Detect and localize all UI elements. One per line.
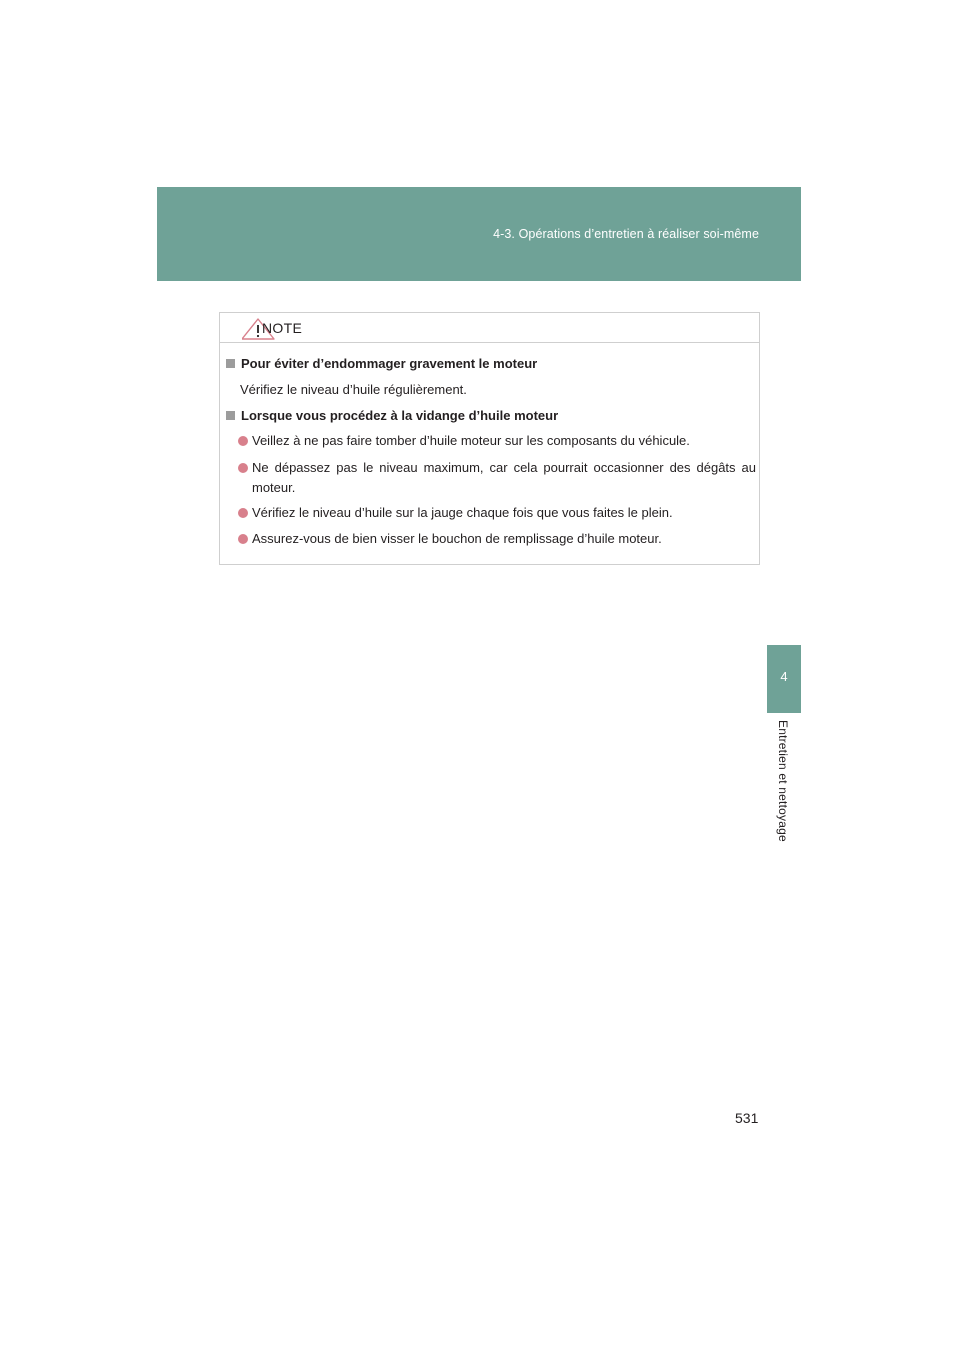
list-item-text: Assurez-vous de bien visser le bouchon de remplissage d’huile moteur. (252, 531, 662, 546)
paragraph-text: Vérifiez le niveau d’huile régulièrement. (240, 382, 467, 397)
list-item-text: Vérifiez le niveau d’huile sur la jauge chaque fois que vous faites le plein. (252, 505, 673, 520)
list-item (238, 458, 756, 498)
bullet-dot-icon (238, 463, 248, 473)
note-box (219, 312, 760, 565)
note-header (220, 313, 759, 343)
chapter-number: 4 (780, 669, 788, 684)
note-title: NOTE (262, 320, 303, 336)
list-item-text: Ne dépassez pas le niveau maximum, car cela pourrait occasionner des dégâts au moteur. (252, 460, 756, 495)
section-heading-engine-damage (226, 356, 537, 371)
chapter-tab (767, 645, 801, 713)
list-item-text: Veillez à ne pas faire tomber d’huile moteur sur les composants du véhicule. (252, 433, 690, 448)
bullet-dot-icon (238, 436, 248, 446)
page-number: 531 (735, 1110, 759, 1126)
list-item (238, 431, 756, 451)
section-heading-text: Pour éviter d’endommager gravement le moteur (241, 356, 538, 371)
section-heading-oil-change (226, 408, 558, 423)
chapter-header-band (157, 187, 801, 281)
section-title: 4-3. Opérations d’entretien à réaliser soi-même (493, 227, 759, 241)
list-item (238, 503, 756, 523)
section-heading-text: Lorsque vous procédez à la vidange d’huile moteur (241, 408, 559, 423)
list-item (238, 529, 756, 549)
bullet-dot-icon (238, 508, 248, 518)
chapter-label: Entretien et nettoyage (776, 720, 790, 842)
bullet-dot-icon (238, 534, 248, 544)
square-bullet-icon (226, 411, 235, 420)
square-bullet-icon (226, 359, 235, 368)
